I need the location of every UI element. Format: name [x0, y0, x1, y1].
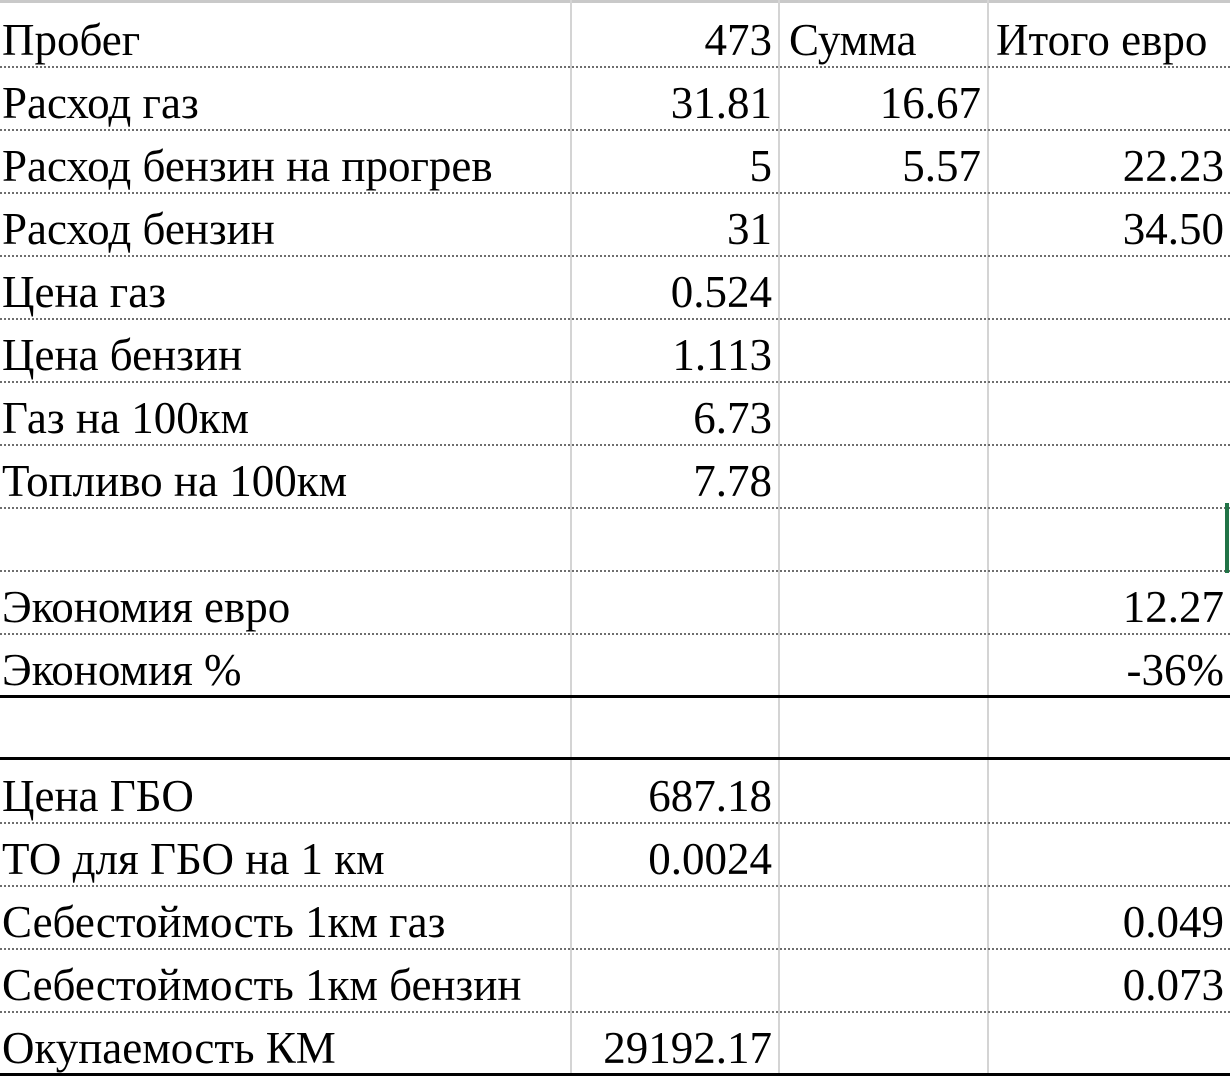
- table-row: [0, 257, 1230, 320]
- table-row: [0, 824, 1230, 887]
- cell-label[interactable]: Окупаемость КМ: [2, 1023, 336, 1073]
- cell-total-header[interactable]: Итого евро: [996, 15, 1208, 65]
- table-row: [0, 572, 1230, 635]
- cell-value[interactable]: 29192.17: [603, 1023, 772, 1073]
- cell-value[interactable]: 687.18: [648, 771, 772, 821]
- cell-total[interactable]: [992, 257, 1224, 318]
- table-row: [0, 383, 1230, 446]
- table-row: [0, 194, 1230, 257]
- cell-total[interactable]: [992, 383, 1224, 444]
- cell-sum[interactable]: [785, 950, 981, 1011]
- table-row: [0, 320, 1230, 383]
- table-row: [0, 68, 1230, 131]
- cell-label[interactable]: [2, 509, 567, 570]
- table-row: [0, 950, 1230, 1013]
- cell-label[interactable]: Цена бензин: [2, 330, 243, 380]
- cell-total[interactable]: -36%: [1126, 645, 1224, 695]
- cell-sum[interactable]: [785, 572, 981, 633]
- cell-label[interactable]: Пробег: [2, 15, 141, 65]
- cell-label[interactable]: Экономия %: [2, 645, 242, 695]
- cell-value[interactable]: 0.0024: [648, 834, 772, 884]
- cell-label[interactable]: Себестоймость 1км бензин: [2, 960, 522, 1010]
- cell-total[interactable]: 22.23: [1122, 141, 1224, 191]
- cell-value[interactable]: 0.524: [670, 267, 772, 317]
- cell-total[interactable]: [992, 68, 1224, 129]
- cell-sum[interactable]: [785, 698, 981, 759]
- cell-sum[interactable]: [785, 446, 981, 507]
- table-row: [0, 887, 1230, 950]
- table-row: [0, 698, 1230, 761]
- cell-label[interactable]: Расход бензин: [2, 204, 275, 254]
- cell-value[interactable]: 1.113: [672, 330, 772, 380]
- cell-sum[interactable]: [785, 257, 981, 318]
- cell-value[interactable]: [572, 887, 772, 948]
- cell-total[interactable]: 0.049: [1122, 897, 1224, 947]
- cell-sum[interactable]: [785, 194, 981, 255]
- cell-sum[interactable]: [785, 320, 981, 381]
- cell-total[interactable]: [992, 446, 1224, 507]
- cell-sum[interactable]: [785, 509, 981, 570]
- cell-value[interactable]: [572, 509, 772, 570]
- cell-value[interactable]: [572, 950, 772, 1011]
- cell-total[interactable]: [992, 698, 1224, 759]
- cell-sum[interactable]: [785, 383, 981, 444]
- cell-sum[interactable]: 16.67: [879, 78, 981, 128]
- table-row: [0, 446, 1230, 509]
- cell-total[interactable]: 0.073: [1122, 960, 1224, 1010]
- cell-value[interactable]: [572, 572, 772, 633]
- cell-total[interactable]: [992, 1013, 1224, 1074]
- cell-label[interactable]: Газ на 100км: [2, 393, 250, 443]
- table-row: [0, 509, 1230, 572]
- cell-sum[interactable]: [785, 1013, 981, 1074]
- cell-value[interactable]: [572, 698, 772, 759]
- table-row: [0, 635, 1230, 698]
- cell-value[interactable]: 5: [749, 141, 772, 191]
- cell-total[interactable]: [992, 761, 1224, 822]
- cell-label[interactable]: Себестоймость 1км газ: [2, 897, 446, 947]
- cell-total[interactable]: 34.50: [1122, 204, 1224, 254]
- cell-label[interactable]: [2, 698, 567, 759]
- cell-label[interactable]: Расход бензин на прогрев: [2, 141, 493, 191]
- table-row: [0, 131, 1230, 194]
- cell-label[interactable]: Цена ГБО: [2, 771, 194, 821]
- cell-sum[interactable]: [785, 824, 981, 885]
- cell-label[interactable]: Экономия евро: [2, 582, 291, 632]
- cell-total[interactable]: 12.27: [1122, 582, 1224, 632]
- cell-label[interactable]: Расход газ: [2, 78, 199, 128]
- cell-total[interactable]: [992, 320, 1224, 381]
- cell-total[interactable]: [992, 824, 1224, 885]
- cell-sum[interactable]: [785, 887, 981, 948]
- table-row: [0, 761, 1230, 824]
- cell-label[interactable]: Цена газ: [2, 267, 166, 317]
- cell-value[interactable]: 6.73: [693, 393, 772, 443]
- cell-sum[interactable]: [785, 761, 981, 822]
- cell-sum-header[interactable]: Сумма: [789, 15, 917, 65]
- table-row: [0, 5, 1230, 68]
- cell-value[interactable]: 473: [704, 15, 772, 65]
- cell-value[interactable]: 31.81: [670, 78, 772, 128]
- cell-sum[interactable]: 5.57: [902, 141, 981, 191]
- cell-sum[interactable]: [785, 635, 981, 696]
- cell-label[interactable]: ТО для ГБО на 1 км: [2, 834, 385, 884]
- grid-top-border: [0, 0, 1230, 3]
- cell-value[interactable]: 7.78: [693, 456, 772, 506]
- section-border: [0, 757, 1230, 760]
- cell-label[interactable]: Топливо на 100км: [2, 456, 348, 506]
- cell-value[interactable]: [572, 635, 772, 696]
- table-row: [0, 1013, 1230, 1076]
- cell-total[interactable]: [992, 509, 1224, 570]
- active-cell-indicator: [1225, 503, 1229, 573]
- cell-value[interactable]: 31: [727, 204, 772, 254]
